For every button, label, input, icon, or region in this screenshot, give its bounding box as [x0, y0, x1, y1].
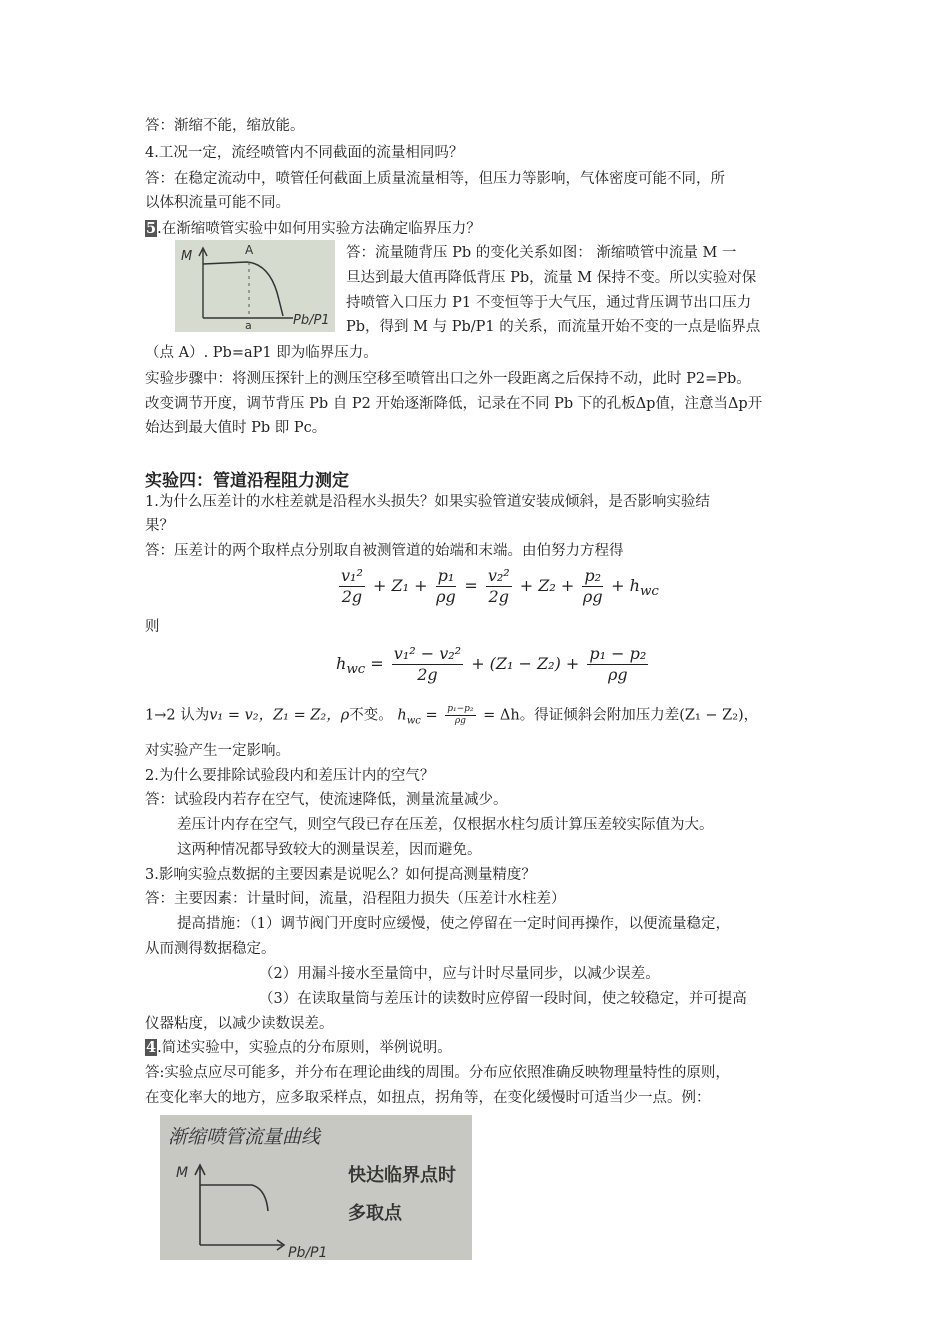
answer-line: （3）在读取量筒与差压计的读数时应停留一段时间，使之较稳定，并可提高: [259, 991, 747, 1007]
head-loss-equation: $h_{wc}$ = $\frac{\text{v₁² − v₂²}}{2g}$ + (Z₁ − Z₂) + $\frac{\text{p₁ − p₂}}{\rho g}$: [336, 644, 647, 684]
conclusion-line: 对实验产生一定影响。: [145, 743, 290, 759]
text-then: 则: [145, 619, 160, 635]
answer-line: （2）用漏斗接水至量筒中，应与计时尽量同步，以减少误差。: [259, 966, 660, 982]
answer-line: 在变化率大的地方，应多取采样点，如扭点，拐角等，在变化缓慢时可适当少一点。例：: [145, 1090, 711, 1106]
figure2-note: 快达临界点时: [348, 1165, 456, 1186]
figure2-x-label: Pb/P1: [288, 1245, 328, 1260]
answer-line: 答：试验段内若存在空气，使流速降低，测量流量减少。: [145, 792, 508, 808]
answer-line: Pb，得到 M 与 Pb/P1 的关系，而流量开始不变的一点是临界点: [346, 319, 761, 335]
question-text: .在渐缩喷管实验中如何用实验方法确定临界压力？: [157, 221, 481, 237]
sample-distribution-photo: [160, 1115, 472, 1260]
answer-line: 答：渐缩不能，缩放能。: [145, 118, 305, 134]
answer-line: 提高措施：（1）调节阀门开度时应缓慢，使之停留在一定时间再操作，以便流量稳定，: [177, 916, 730, 932]
question-2: 2.为什么要排除试验段内和差压计内的空气？: [145, 768, 435, 784]
procedure-line: 改变调节开度，调节背压 Pb 自 P2 开始逐渐降低，记录在不同 Pb 下的孔板Δp值，注意当Δp开: [145, 396, 763, 412]
answer-line: 从而测得数据稳定。: [145, 941, 276, 957]
figure2-title: 渐缩喷管流量曲线: [168, 1126, 321, 1148]
question-text: .简述实验中，实验点的分布原则，举例说明。: [157, 1040, 452, 1056]
figure2-note: 多取点: [348, 1203, 402, 1224]
answer-line: 答：主要因素：计量时间，流量，沿程阻力损失（压差计水柱差）: [145, 891, 566, 907]
answer-line: 持喷管入口压力 P1 不变恒等于大气压，通过背压调节出口压力: [346, 295, 752, 311]
procedure-line: 实验步骤中：将测压探针上的测压空移至喷管出口之外一段距离之后保持不动，此时 P2=Pb。: [145, 371, 751, 387]
procedure-line: 始达到最大值时 Pb 即 Pc。: [145, 420, 327, 436]
answer-line: 以体积流量可能不同。: [145, 195, 290, 211]
answer-line: 旦达到最大值再降低背压 Pb，流量 M 保持不变。所以实验对保: [346, 270, 757, 286]
question-3: 3.影响实验点数据的主要因素是说呢么？如何提高测量精度？: [145, 867, 536, 883]
question-4: [145, 1038, 452, 1058]
answer-line: 仪器粘度，以减少读数误差。: [145, 1016, 334, 1032]
answer-line: 答:实验点应尽可能多，并分布在理论曲线的周围。分布应依照准确反映物理量特性的原则，: [145, 1065, 730, 1081]
answer-line: （点 A）. Pb=aP1 即为临界压力。: [145, 345, 378, 361]
answer-line: 答：流量随背压 Pb 的变化关系如图： 渐缩喷管中流量 M 一: [346, 245, 737, 261]
section-heading: 实验四：管道沿程阻力测定: [145, 471, 349, 491]
figure1-point-label: a: [245, 319, 252, 332]
bernoulli-equation: $\frac{\text{v₁²}}{2g}$ + Z₁ + $\frac{\text{p₁}}{\rho g}$ = $\frac{\text{v₂²}}{2g}$ + Z₂ + $\frac{\text{p₂}}{\rho g}$ + $h_{wc}$: [341, 566, 659, 606]
answer-line: 这两种情况都导致较大的测量误差，因而避免。: [177, 842, 482, 858]
answer-line: 答：在稳定流动中，喷管任何截面上质量流量相等，但压力等影响，气体密度可能不同，所: [145, 171, 725, 187]
answer-line: 答：压差计的两个取样点分别取自被测管道的始端和末端。由伯努力方程得: [145, 543, 624, 559]
figure1-point-label: A: [245, 243, 254, 257]
question-1: 1.为什么压差计的水柱差就是沿程水头损失？如果实验管道安装成倾斜，是否影响实验结: [145, 494, 710, 510]
question-number: 4: [146, 1039, 157, 1056]
question-5: [145, 219, 481, 239]
figure1-y-label: M: [181, 249, 193, 264]
question-1: 果？: [145, 518, 174, 534]
question-4: 4.工况一定，流经喷管内不同截面的流量相同吗？: [145, 145, 464, 161]
answer-line: 差压计内存在空气，则空气段已存在压差，仅根据水柱匀质计算压差较实际值为大。: [177, 817, 714, 833]
figure1-x-label: Pb/P1: [293, 313, 330, 328]
figure2-y-label: M: [176, 1165, 189, 1181]
flow-curve-photo: [175, 240, 335, 332]
conclusion-line: 1→2 认为v₁ = v₂，Z₁ = Z₂，ρ不变。 $h_{wc}$ = $\frac{\text{p₁−p₂}}{\rho g}$ = Δh。得证倾斜会附加压力差(Z₁ − Z₂)，: [145, 704, 759, 727]
question-number: 5: [146, 220, 157, 237]
